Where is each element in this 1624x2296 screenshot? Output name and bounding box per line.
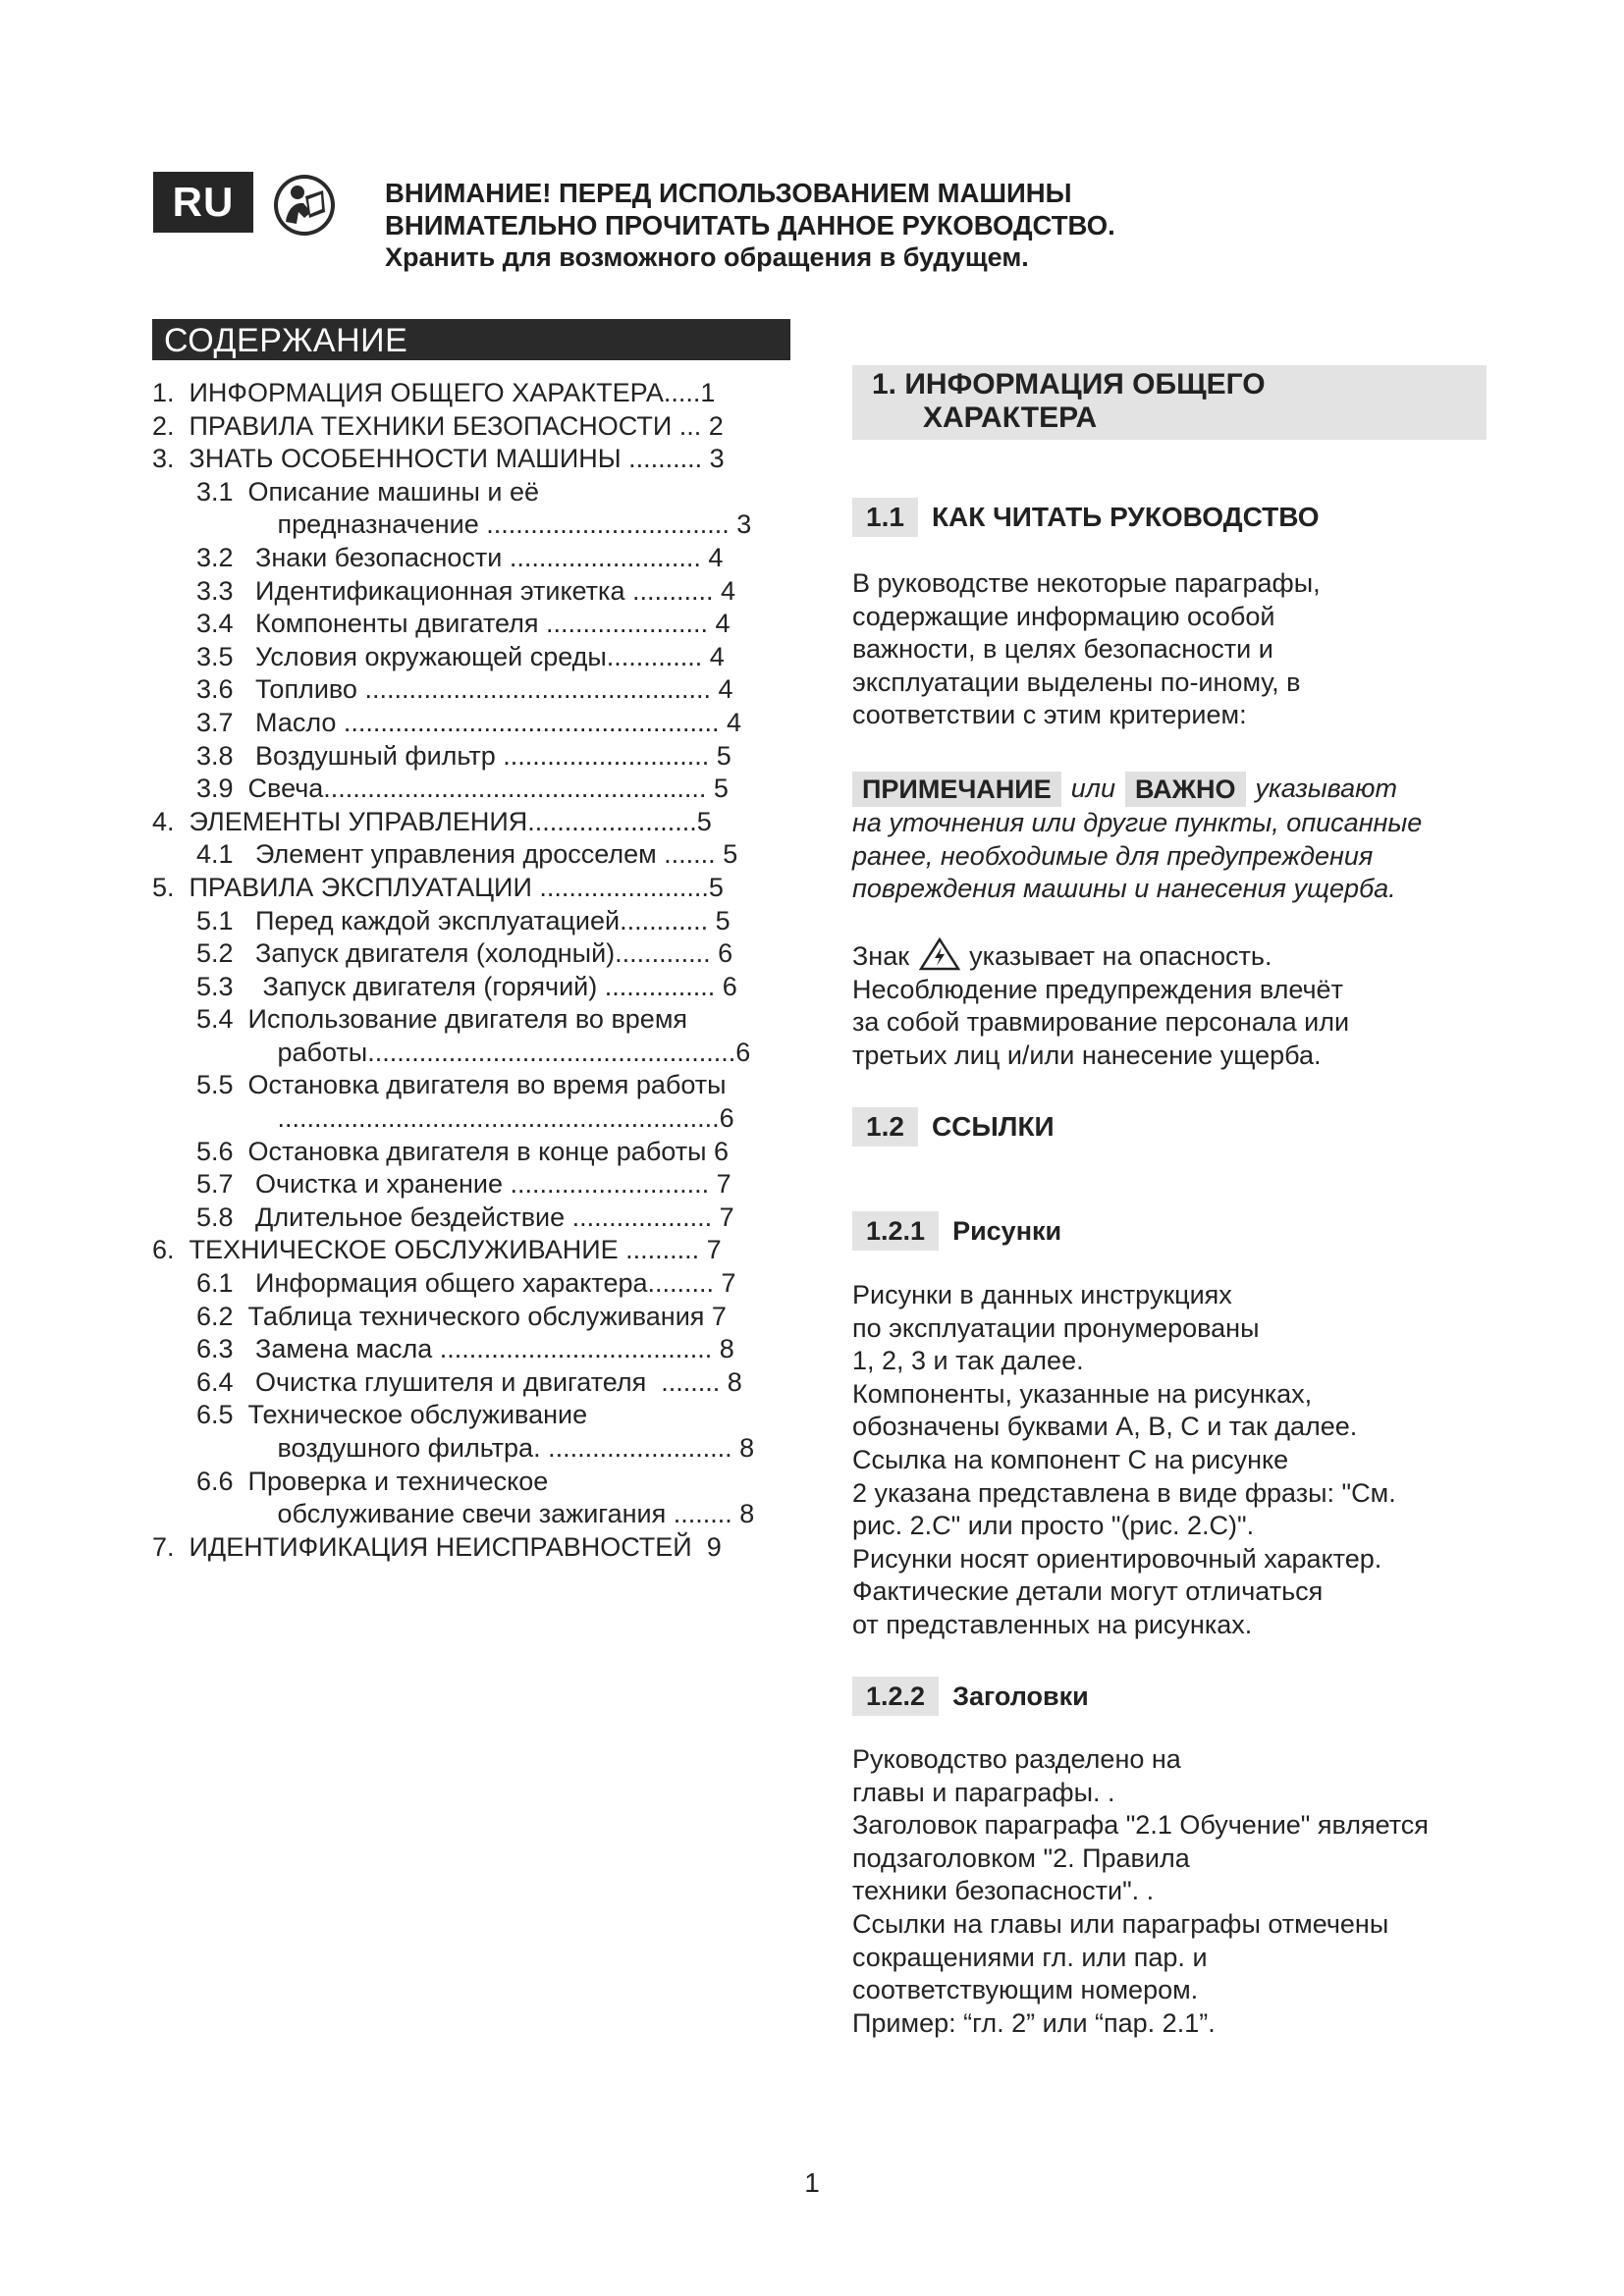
text-line: от представленных на рисунках. <box>852 1609 1253 1639</box>
text-line: Рисунки в данных инструкциях <box>852 1280 1232 1309</box>
text-line: соответствии с этим критерием: <box>852 700 1247 730</box>
text-line: В руководстве некоторые параграфы, <box>852 568 1321 598</box>
toc-subitem: 3.7 Масло ................................................... 4 <box>196 707 742 737</box>
section-1-heading <box>852 365 1487 440</box>
text-line: Несоблюдение предупреждения влечёт <box>852 974 1343 1004</box>
warning-line-3: Хранить для возможного обращения в будущем. <box>385 242 1029 272</box>
text-line: сокращениями гл. или пар. и <box>852 1942 1208 1972</box>
toc-subitem: 6.5 Техническое обслуживание <box>196 1400 588 1430</box>
table-of-contents <box>152 377 790 1564</box>
toc-item: 1. ИНФОРМАЦИЯ ОБЩЕГО ХАРАКТЕРА.....1 <box>152 378 716 407</box>
or-word: или <box>1070 774 1115 804</box>
text-line: соответствующим номером. <box>852 1975 1199 2005</box>
warning-line-1: ВНИМАНИЕ! ПЕРЕД ИСПОЛЬЗОВАНИЕМ МАШИНЫ <box>385 178 1072 208</box>
toc-subitem: 5.3 Запуск двигателя (горячий) ............... 6 <box>196 971 737 1001</box>
text-line: на уточнения или другие пункты, описанные <box>852 808 1423 837</box>
text-line: Компоненты, указанные на рисунках, <box>852 1378 1313 1409</box>
s1-1-intro <box>852 567 1520 732</box>
heading-1-1 <box>852 498 1320 537</box>
heading-1-2-1-title: Рисунки <box>952 1215 1062 1246</box>
toc-subitem: 3.3 Идентификационная этикетка ........... 4 <box>196 575 736 606</box>
warning-line-2: ВНИМАТЕЛЬНО ПРОЧИТАТЬ ДАННОЕ РУКОВОДСТВО. <box>385 210 1115 240</box>
warning-block <box>385 177 1514 274</box>
toc-subitem: 3.1 Описание машины и её <box>196 476 540 507</box>
text-line: подзаголовком "2. Правила <box>852 1842 1190 1873</box>
text-line: третьих лиц и/или нанесение ущерба. <box>852 1040 1322 1070</box>
text-line: техники безопасности". . <box>852 1876 1155 1906</box>
toc-subitem: 6.6 Проверка и техническое <box>196 1466 549 1496</box>
toc-item: 5. ПРАВИЛА ЭКСПЛУАТАЦИИ .......................5 <box>152 872 724 902</box>
text-line: Пример: “гл. 2” или “пар. 2.1”. <box>852 2007 1216 2038</box>
toc-subitem: 3.4 Компоненты двигателя ...................... 4 <box>196 609 731 639</box>
note-first-line <box>852 772 1520 807</box>
toc-subitem: 3.6 Топливо ............................................... 4 <box>196 674 733 705</box>
toc-subitem: 3.9 Свеча.................................................... 5 <box>196 774 729 804</box>
text-line: 1, 2, 3 и так далее. <box>852 1346 1084 1376</box>
toc-subitem: 5.4 Использование двигателя во время <box>196 1004 688 1035</box>
toc-subitem: предназначение ................................. 3 <box>196 509 752 540</box>
text-line: Рисунки носят ориентировочный характер. <box>852 1543 1382 1574</box>
heading-1-2-title: ССЫЛКИ <box>931 1111 1055 1142</box>
text-line: Ссылки на главы или параграфы отмечены <box>852 1908 1389 1939</box>
page-number: 1 <box>804 2167 820 2198</box>
toc-subitem: 6.3 Замена масла ..................................... 8 <box>196 1334 734 1364</box>
heading-1-2-1 <box>852 1211 1061 1251</box>
toc-item: 3. ЗНАТЬ ОСОБЕННОСТИ МАШИНЫ .......... 3 <box>152 444 725 474</box>
toc-subitem: 3.8 Воздушный фильтр ............................ 5 <box>196 740 731 771</box>
important-tag: ВАЖНО <box>1125 772 1246 807</box>
read-manual-icon <box>272 173 337 238</box>
text-line: Фактические детали могут отличаться <box>852 1576 1324 1607</box>
text-line: по эксплуатации пронумерованы <box>852 1312 1260 1343</box>
language-badge: RU <box>153 172 253 233</box>
heading-1-2 <box>852 1107 1055 1147</box>
toc-item: 4. ЭЛЕМЕНТЫ УПРАВЛЕНИЯ.......................5 <box>152 806 712 836</box>
indicates-word: указывают <box>1255 774 1397 804</box>
text-line: 2 указана представлена в виде фразы: "См. <box>852 1477 1396 1508</box>
toc-subitem: обслуживание свечи зажигания ........ 8 <box>196 1499 755 1529</box>
section-1-title-line-1: 1. ИНФОРМАЦИЯ ОБЩЕГО <box>872 368 1266 400</box>
toc-subitem: 5.6 Остановка двигателя в конце работы 6 <box>196 1136 730 1166</box>
toc-subitem: 5.7 Очистка и хранение ........................... 7 <box>196 1169 731 1200</box>
toc-subitem: 5.5 Остановка двигателя во время работы <box>196 1070 727 1100</box>
note-tag: ПРИМЕЧАНИЕ <box>852 772 1061 807</box>
text-line: содержащие информацию особой <box>852 601 1275 631</box>
heading-1-2-2-title: Заголовки <box>952 1681 1089 1711</box>
heading-1-2-number: 1.2 <box>852 1107 918 1147</box>
s1-1-note <box>852 772 1520 906</box>
heading-1-1-number: 1.1 <box>852 498 918 537</box>
toc-item: 2. ПРАВИЛА ТЕХНИКИ БЕЗОПАСНОСТИ ... 2 <box>152 410 724 441</box>
text-line: Заголовок параграфа "2.1 Обучение" является <box>852 1810 1429 1841</box>
text-line: важности, в целях безопасности и <box>852 634 1273 665</box>
toc-item: 6. ТЕХНИЧЕСКОЕ ОБСЛУЖИВАНИЕ .......... 7 <box>152 1235 722 1265</box>
warning-sign-line <box>852 937 1520 974</box>
heading-1-2-2 <box>852 1677 1089 1716</box>
toc-subitem: 5.8 Длительное бездействие ................... 7 <box>196 1201 734 1232</box>
toc-subitem: 5.1 Перед каждой эксплуатацией............ 5 <box>196 905 731 935</box>
toc-subitem: работы..................................................6 <box>196 1037 751 1067</box>
text-line: рис. 2.С" или просто "(рис. 2.С)". <box>852 1511 1255 1541</box>
toc-item: 7. ИДЕНТИФИКАЦИЯ НЕИСПРАВНОСТЕЙ 9 <box>152 1531 722 1562</box>
sign-word: Знак <box>852 941 910 971</box>
toc-subitem: 3.2 Знаки безопасности .......................... 4 <box>196 542 724 572</box>
text-line: повреждения машины и нанесения ущерба. <box>852 874 1396 904</box>
toc-subitem: ............................................................6 <box>196 1103 734 1134</box>
section-1-title-line-2: ХАРАКТЕРА <box>923 401 1098 434</box>
s1-2-2-text <box>852 1743 1520 2040</box>
toc-subitem: воздушного фильтра. ......................... 8 <box>196 1433 755 1463</box>
heading-1-2-2-number: 1.2.2 <box>852 1677 939 1716</box>
text-line: главы и параграфы. . <box>852 1777 1115 1807</box>
heading-1-2-1-number: 1.2.1 <box>852 1211 939 1251</box>
heading-1-1-title: КАК ЧИТАТЬ РУКОВОДСТВО <box>931 502 1320 532</box>
warning-triangle-icon <box>919 937 960 971</box>
toc-title: СОДЕРЖАНИЕ <box>152 319 790 360</box>
text-line: ранее, необходимые для предупреждения <box>852 840 1374 871</box>
s1-2-1-text <box>852 1279 1520 1642</box>
toc-subitem: 5.2 Запуск двигателя (холодный)............. 6 <box>196 938 733 969</box>
sign-description: указывает на опасность. <box>969 941 1272 971</box>
toc-subitem: 6.1 Информация общего характера......... 7 <box>196 1268 736 1299</box>
toc-subitem: 3.5 Условия окружающей среды............. 4 <box>196 641 725 671</box>
toc-subitem: 4.1 Элемент управления дросселем ....... 5 <box>196 839 738 870</box>
toc-subitem: 6.2 Таблица технического обслуживания 7 <box>196 1301 727 1331</box>
text-line: за собой травмирование персонала или <box>852 1007 1350 1038</box>
text-line: обозначены буквами А, В, С и так далее. <box>852 1412 1358 1442</box>
toc-subitem: 6.4 Очистка глушителя и двигателя ........ 8 <box>196 1366 742 1397</box>
text-line: Руководство разделено на <box>852 1744 1181 1774</box>
text-line: эксплуатации выделены по-иному, в <box>852 667 1301 697</box>
s1-1-warning <box>852 937 1520 1072</box>
text-line: Ссылка на компонент С на рисунке <box>852 1444 1289 1474</box>
